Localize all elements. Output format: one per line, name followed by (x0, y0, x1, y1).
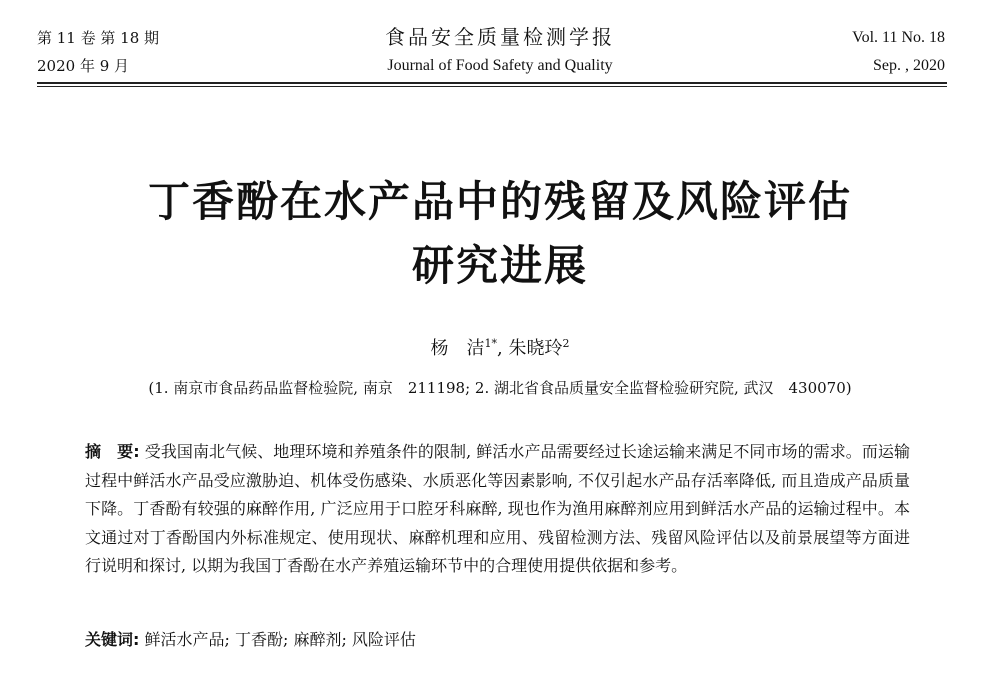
header-journal-name-cn: 食品安全质量检测学报 (385, 25, 615, 49)
affiliations: (1. 南京市食品药品监督检验院, 南京 211198; 2. 湖北省食品质量安全监督检验研究院, 武汉 430070) (148, 379, 852, 397)
header-volume-issue-en: Vol. 11 No. 18 (852, 29, 945, 46)
keywords (85, 628, 910, 652)
author-separator: , (497, 338, 509, 359)
header-rule-thick (37, 82, 947, 84)
author-name: 杨 洁 (430, 338, 485, 359)
header-rule-thin (37, 86, 947, 87)
header-volume-issue-cn: 第 11 卷 第 18 期 (37, 29, 160, 47)
abstract-label: 摘 要: (85, 442, 140, 461)
author-name: 朱晓玲 (508, 338, 563, 359)
abstract (85, 438, 910, 581)
keywords-label: 关键词: (85, 630, 140, 649)
header-journal-name-en: Journal of Food Safety and Quality (387, 57, 613, 74)
author-affiliation-mark: 2 (562, 337, 570, 350)
author-affiliation-mark: 1* (484, 337, 498, 350)
header-date-en: Sep. , 2020 (873, 57, 945, 74)
author-list (0, 337, 1000, 361)
abstract-text: 受我国南北气候、地理环境和养殖条件的限制, 鲜活水产品需要经过长途运输来满足不同市场的需求。而运输过程中鲜活水产品受应激胁迫、机体受伤感染、水质恶化等因素影响, 不仅引起水产品存活率降低, 而且造成产品质量下降。丁香酚有较强的麻醉作用, 广泛应用于口腔牙科麻醉, 现也作为渔用麻醉剂应用到鲜活水产品的运输过程中。本文通过对丁香酚国内外标准规定、使用现状、麻醉机理和应用、残留检测方法、残留风险评估以及前景展望等方面进行说明和探讨, 以期为我国丁香酚在水产养殖运输环节中的合理使用提供依据和参考。 (85, 442, 911, 575)
article-title-line-1: 丁香酚在水产品中的残留及风险评估 (147, 177, 852, 226)
header-date-cn: 2020 年 9 月 (37, 57, 130, 75)
keywords-text: 鲜活水产品; 丁香酚; 麻醉剂; 风险评估 (139, 630, 416, 649)
article-title-line-2: 研究进展 (411, 241, 588, 290)
